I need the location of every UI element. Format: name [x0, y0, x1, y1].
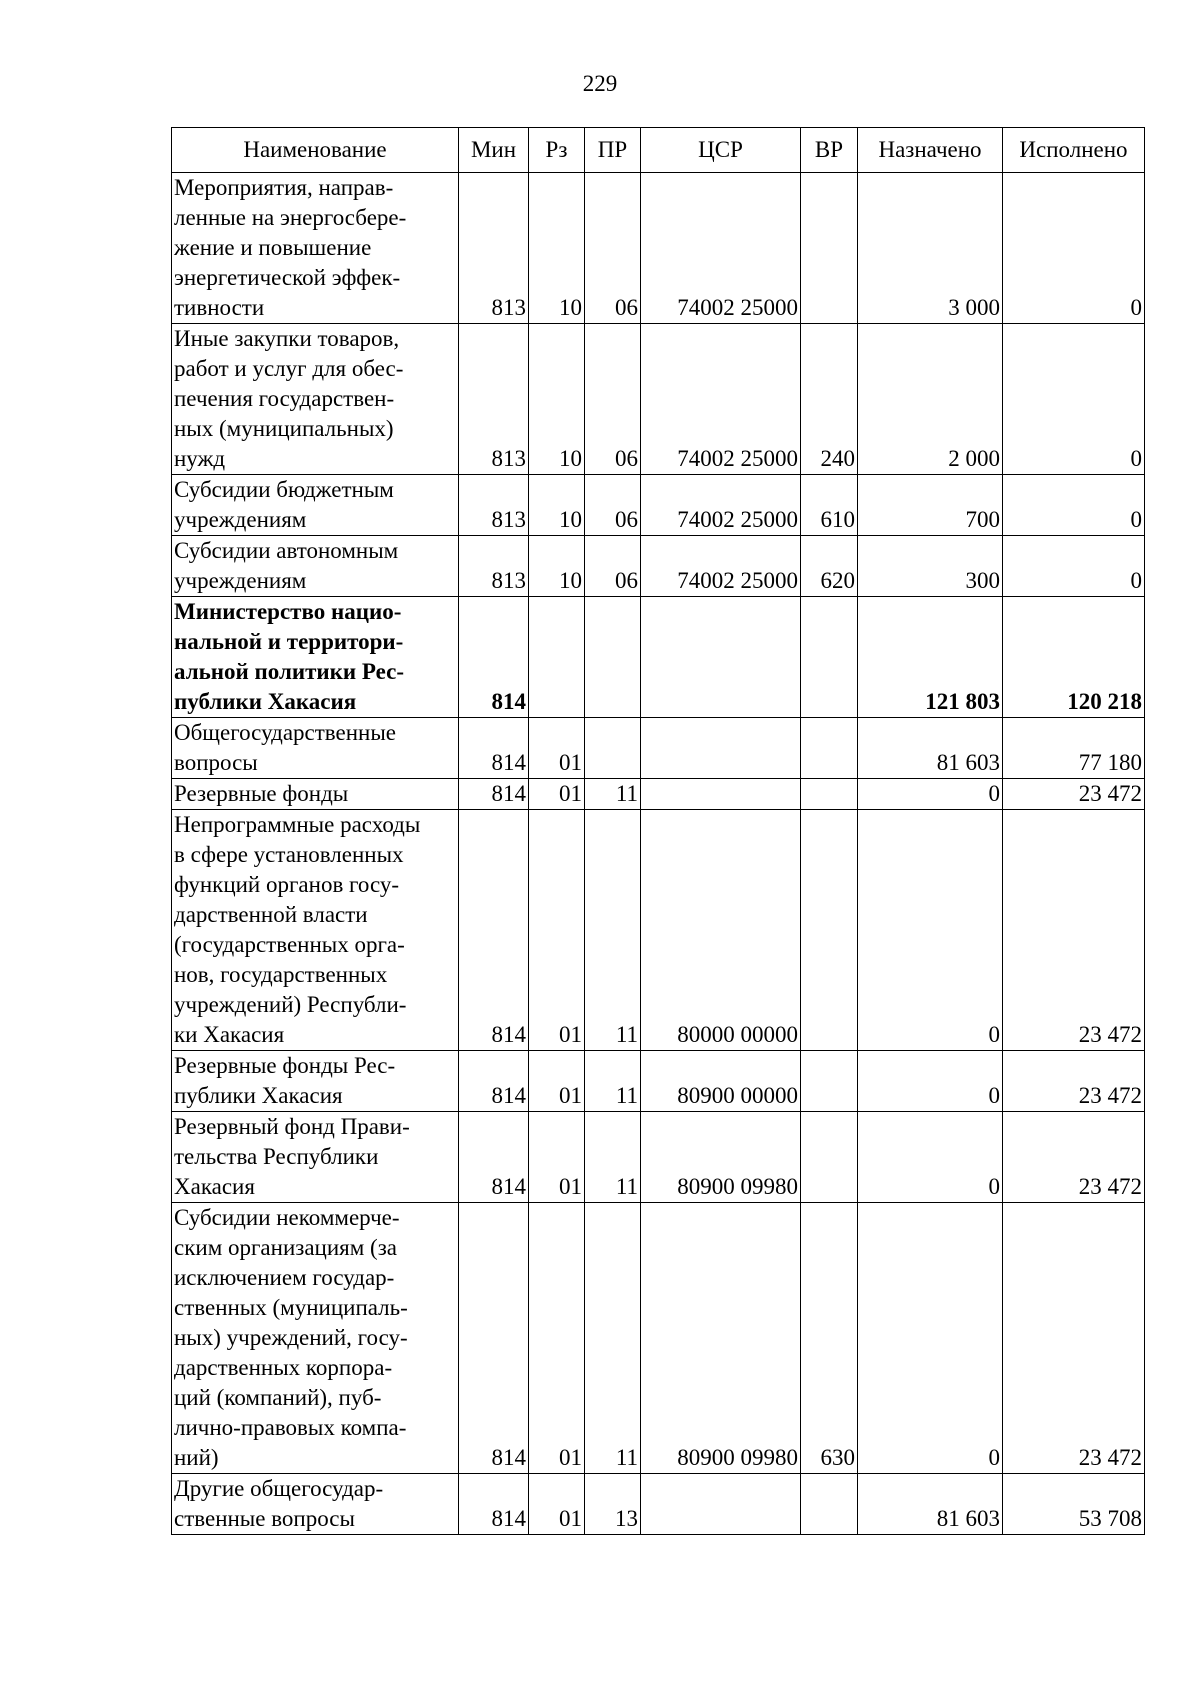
cell-name-line: ским организациям (за	[174, 1235, 398, 1260]
table-header-row	[172, 128, 1145, 173]
cell-assigned: 81 603	[858, 718, 1003, 779]
header-csr: ЦСР	[641, 128, 801, 173]
cell-name-line: Субсидии некоммерче-	[174, 1205, 400, 1230]
cell-rz: 10	[529, 475, 585, 536]
cell-name	[172, 475, 459, 536]
cell-executed: 0	[1003, 173, 1145, 324]
cell-pr: 11	[585, 1051, 641, 1112]
page-number: 229	[582, 71, 618, 96]
cell-min: 814	[459, 1051, 529, 1112]
cell-name-line: дарственной власти	[174, 902, 368, 927]
cell-assigned: 81 603	[858, 1474, 1003, 1535]
header-assigned: Назначено	[858, 128, 1003, 173]
cell-name-line: Мероприятия, направ-	[174, 175, 394, 200]
cell-vr: 620	[801, 536, 858, 597]
cell-name-line: нужд	[174, 446, 226, 471]
cell-min: 814	[459, 597, 529, 718]
header-rz: Рз	[529, 128, 585, 173]
cell-rz: 01	[529, 1112, 585, 1203]
cell-vr	[801, 718, 858, 779]
cell-name	[172, 1203, 459, 1474]
table-row	[172, 324, 1145, 475]
cell-min: 814	[459, 1474, 529, 1535]
cell-rz: 01	[529, 810, 585, 1051]
cell-name	[172, 1112, 459, 1203]
cell-assigned: 0	[858, 810, 1003, 1051]
cell-name-line: альной политики Рес-	[174, 659, 405, 684]
cell-name-line: нальной и территори-	[174, 629, 404, 654]
cell-name-line: Непрограммные расходы	[174, 812, 421, 837]
cell-pr: 06	[585, 536, 641, 597]
cell-pr: 11	[585, 810, 641, 1051]
header-vr: ВР	[801, 128, 858, 173]
table-row	[172, 475, 1145, 536]
cell-name-line: (государственных орга-	[174, 932, 405, 957]
cell-name-line: учреждений) Республи-	[174, 992, 407, 1017]
header-pr: ПР	[585, 128, 641, 173]
cell-vr: 240	[801, 324, 858, 475]
cell-csr	[641, 718, 801, 779]
cell-min: 814	[459, 779, 529, 810]
cell-csr: 74002 25000	[641, 324, 801, 475]
cell-name-line: ственных (муниципаль-	[174, 1295, 408, 1320]
cell-csr: 80900 09980	[641, 1112, 801, 1203]
budget-table	[171, 127, 1145, 1535]
cell-name-line: исключением государ-	[174, 1265, 395, 1290]
cell-name	[172, 324, 459, 475]
cell-name-line: ных (муниципальных)	[174, 416, 394, 441]
cell-name-line: учреждениям	[174, 568, 307, 593]
cell-min: 813	[459, 536, 529, 597]
cell-pr: 11	[585, 779, 641, 810]
cell-executed: 0	[1003, 536, 1145, 597]
cell-vr	[801, 1112, 858, 1203]
cell-rz: 01	[529, 1474, 585, 1535]
table-row	[172, 1474, 1145, 1535]
cell-min: 813	[459, 475, 529, 536]
table-row	[172, 718, 1145, 779]
cell-rz: 01	[529, 1203, 585, 1474]
table-row	[172, 536, 1145, 597]
header-name: Наименование	[172, 128, 459, 173]
cell-name-line: Резервные фонды	[174, 781, 349, 806]
cell-rz: 10	[529, 536, 585, 597]
cell-executed: 23 472	[1003, 1051, 1145, 1112]
cell-vr	[801, 1051, 858, 1112]
cell-vr	[801, 810, 858, 1051]
cell-name-line: в сфере установленных	[174, 842, 404, 867]
header-min: Мин	[459, 128, 529, 173]
cell-name-line: ных) учреждений, госу-	[174, 1325, 408, 1350]
cell-name-line: ний)	[174, 1445, 219, 1470]
table-row	[172, 597, 1145, 718]
cell-executed: 0	[1003, 475, 1145, 536]
cell-rz: 10	[529, 324, 585, 475]
cell-name-line: работ и услуг для обес-	[174, 356, 404, 381]
cell-min: 814	[459, 1203, 529, 1474]
cell-pr: 11	[585, 1112, 641, 1203]
cell-assigned: 0	[858, 1112, 1003, 1203]
cell-min: 813	[459, 173, 529, 324]
cell-rz: 01	[529, 718, 585, 779]
table-row	[172, 1051, 1145, 1112]
cell-vr	[801, 1474, 858, 1535]
cell-name-line: ленные на энергосбере-	[174, 205, 407, 230]
cell-name	[172, 1474, 459, 1535]
cell-name-line: Общегосударственные	[174, 720, 397, 745]
cell-csr: 80900 00000	[641, 1051, 801, 1112]
cell-name-line: ки Хакасия	[174, 1022, 285, 1047]
cell-name-line: Резервный фонд Прави-	[174, 1114, 410, 1139]
cell-rz: 10	[529, 173, 585, 324]
cell-vr	[801, 597, 858, 718]
cell-name-line: энергетической эффек-	[174, 265, 401, 290]
cell-csr: 80900 09980	[641, 1203, 801, 1474]
table-body	[172, 173, 1145, 1535]
cell-executed: 23 472	[1003, 1203, 1145, 1474]
cell-min: 814	[459, 718, 529, 779]
cell-name	[172, 173, 459, 324]
cell-name	[172, 810, 459, 1051]
table-row	[172, 810, 1145, 1051]
cell-executed: 77 180	[1003, 718, 1145, 779]
cell-assigned: 300	[858, 536, 1003, 597]
cell-executed: 23 472	[1003, 1112, 1145, 1203]
cell-vr	[801, 173, 858, 324]
cell-csr: 74002 25000	[641, 475, 801, 536]
cell-name-line: Хакасия	[174, 1174, 255, 1199]
cell-name-line: Иные закупки товаров,	[174, 326, 400, 351]
cell-executed: 0	[1003, 324, 1145, 475]
cell-name-line: Субсидии автономным	[174, 538, 399, 563]
cell-name-line: Резервные фонды Рес-	[174, 1053, 396, 1078]
cell-pr: 06	[585, 475, 641, 536]
cell-csr	[641, 1474, 801, 1535]
cell-assigned: 0	[858, 1203, 1003, 1474]
cell-name	[172, 718, 459, 779]
cell-assigned: 0	[858, 779, 1003, 810]
cell-name-line: ственные вопросы	[174, 1506, 355, 1531]
cell-assigned: 3 000	[858, 173, 1003, 324]
cell-csr	[641, 597, 801, 718]
cell-csr	[641, 779, 801, 810]
cell-csr: 74002 25000	[641, 536, 801, 597]
table-row	[172, 1203, 1145, 1474]
cell-csr: 80000 00000	[641, 810, 801, 1051]
cell-name	[172, 597, 459, 718]
cell-pr: 13	[585, 1474, 641, 1535]
cell-executed: 120 218	[1003, 597, 1145, 718]
cell-pr	[585, 718, 641, 779]
cell-assigned: 121 803	[858, 597, 1003, 718]
cell-min: 813	[459, 324, 529, 475]
cell-pr	[585, 597, 641, 718]
cell-executed: 23 472	[1003, 779, 1145, 810]
cell-min: 814	[459, 810, 529, 1051]
cell-name-line: Субсидии бюджетным	[174, 477, 394, 502]
cell-name-line: вопросы	[174, 750, 258, 775]
cell-assigned: 2 000	[858, 324, 1003, 475]
cell-name-line: нов, государственных	[174, 962, 388, 987]
cell-name-line: лично-правовых компа-	[174, 1415, 407, 1440]
cell-rz: 01	[529, 1051, 585, 1112]
cell-assigned: 700	[858, 475, 1003, 536]
cell-vr: 610	[801, 475, 858, 536]
cell-name	[172, 1051, 459, 1112]
cell-assigned: 0	[858, 1051, 1003, 1112]
cell-rz: 01	[529, 779, 585, 810]
cell-name-line: функций органов госу-	[174, 872, 400, 897]
cell-name-line: публики Хакасия	[174, 689, 357, 714]
cell-name-line: Другие общегосудар-	[174, 1476, 384, 1501]
cell-vr	[801, 779, 858, 810]
cell-name-line: дарственных корпора-	[174, 1355, 393, 1380]
cell-pr: 06	[585, 324, 641, 475]
header-executed: Исполнено	[1003, 128, 1145, 173]
cell-name-line: ций (компаний), пуб-	[174, 1385, 382, 1410]
cell-name-line: Министерство нацио-	[174, 599, 402, 624]
cell-name	[172, 779, 459, 810]
cell-name-line: тивности	[174, 295, 265, 320]
cell-name-line: жение и повышение	[174, 235, 372, 260]
cell-name	[172, 536, 459, 597]
cell-name-line: учреждениям	[174, 507, 307, 532]
cell-name-line: тельства Республики	[174, 1144, 379, 1169]
cell-pr: 06	[585, 173, 641, 324]
cell-executed: 53 708	[1003, 1474, 1145, 1535]
cell-executed: 23 472	[1003, 810, 1145, 1051]
cell-csr: 74002 25000	[641, 173, 801, 324]
cell-pr: 11	[585, 1203, 641, 1474]
table-row	[172, 1112, 1145, 1203]
table-row	[172, 173, 1145, 324]
cell-name-line: публики Хакасия	[174, 1083, 343, 1108]
cell-rz	[529, 597, 585, 718]
cell-min: 814	[459, 1112, 529, 1203]
cell-vr: 630	[801, 1203, 858, 1474]
table-row	[172, 779, 1145, 810]
cell-name-line: печения государствен-	[174, 386, 395, 411]
